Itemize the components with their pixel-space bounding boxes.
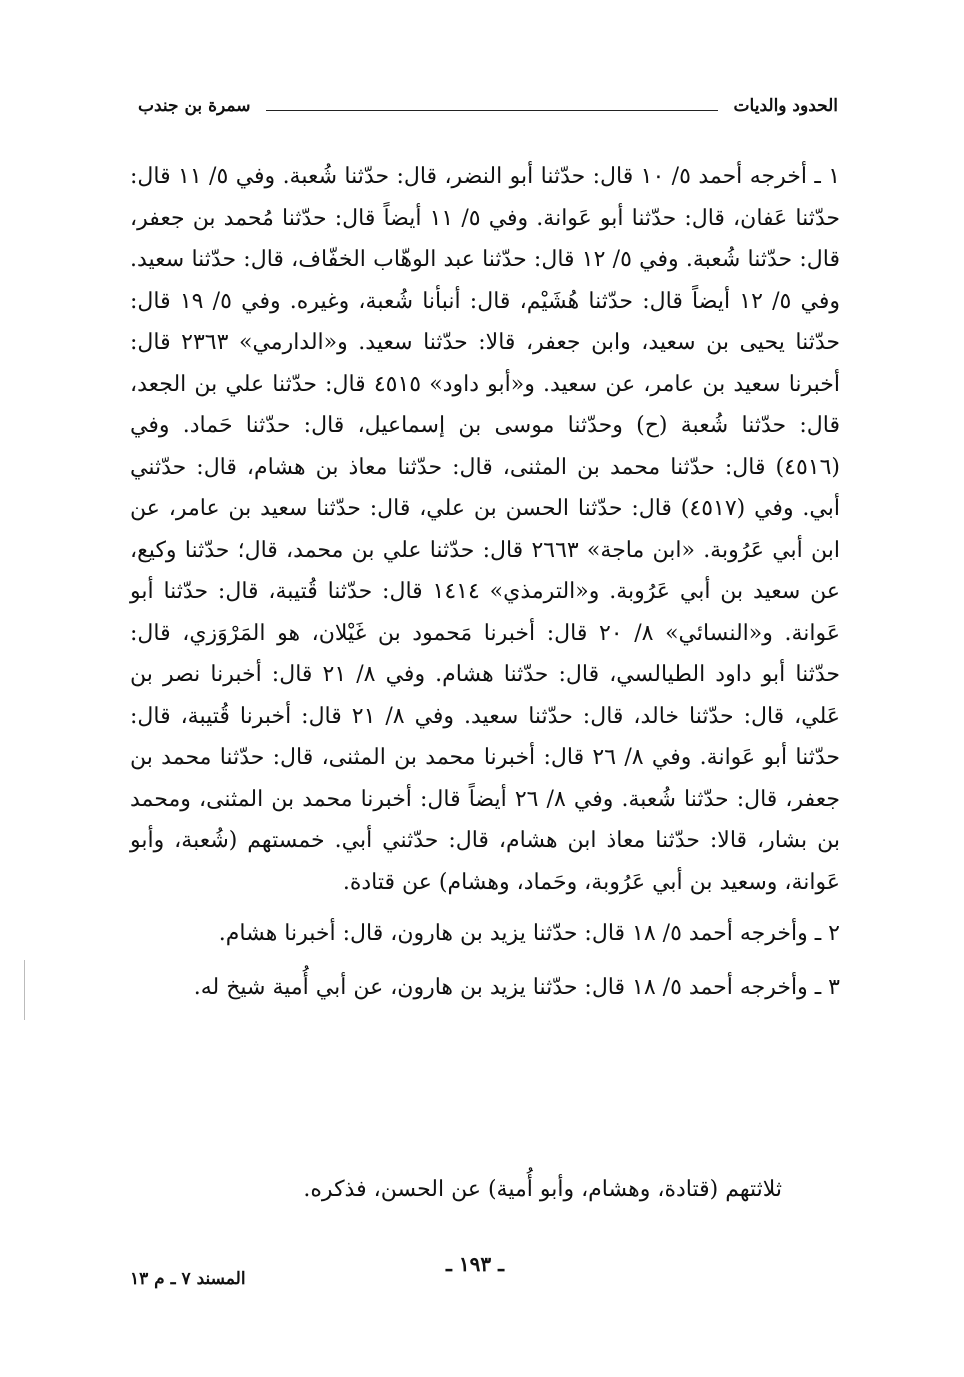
chain-summary: ثلاثتهم (قتادة، وهشام، وأبو أُمية) عن الحسن، فذكره.	[303, 1177, 782, 1202]
footnotes-block	[130, 156, 840, 1020]
footnote-2: ٢ ـ وأخرجه أحمد ٥/ ١٨ قال: حدّثنا يزيد بن هارون، قال: أخبرنا هشام.	[218, 921, 840, 946]
running-header	[138, 96, 838, 126]
page-number: ـ ١٩٣ ـ	[446, 1252, 504, 1276]
header-narrator-name: سمرة بن جندب	[138, 96, 251, 116]
scan-margin-line	[24, 960, 25, 1020]
footnote-1: ١ ـ أخرجه أحمد ٥/ ١٠ قال: حدّثنا أبو النضر، قال: حدّثنا شُعبة. وفي ٥/ ١١ قال: حدّثنا عَفان، قال: حدّثنا أبو عَوانة. وفي ٥/ ١١ أيضاً قال: حدّثنا مُحمد بن جعفر، قال: حدّثنا شُعبة. وفي ٥/ ١٢ قال: حدّثنا عبد الوهّاب الخفّاف، قال: حدّثنا سعيد. وفي ٥/ ١٢ أيضاً قال: حدّثنا هُشَيْم، قال: أنبأنا شُعبة، وغيره. وفي ٥/ ١٩ قال: حدّثنا يحيى بن سعيد، وابن جعفر، قالا: حدّثنا سعيد. و«الدارمي» ٢٣٦٣ قال: أخبرنا سعيد بن عامر، عن سعيد. و«أبو داود» ٤٥١٥ قال: حدّثنا علي بن الجعد، قال: حدّثنا شُعبة (ح) وحدّثنا موسى بن إسماعيل، قال: حدّثنا حَماد. وفي (٤٥١٦) قال: حدّثنا محمد بن المثنى، قال: حدّثنا معاذ بن هشام، قال: حدّثني أبي. وفي (٤٥١٧) قال: حدّثنا الحسن بن علي، قال: حدّثنا سعيد بن عامر، عن ابن أبي عَرُوبة. «ابن ماجة» ٢٦٦٣ قال: حدّثنا علي بن محمد، قال؛ حدّثنا وكيع، عن سعيد بن أبي عَرُوبة. و«الترمذي» ١٤١٤ قال: حدّثنا قُتيبة، قال: حدّثنا أبو عَوانة. و«النسائي» ٨/ ٢٠ قال: أخبرنا مَحمود بن غَيْلان، هو المَرْوَزي، قال: حدّثنا أبو داود الطيالسي، قال: حدّثنا هشام. وفي ٨/ ٢١ قال: أخبرنا نصر بن عَلي، قال: حدّثنا خالد، قال: حدّثنا سعيد. وفي ٨/ ٢١ قال: أخبرنا قُتيبة، قال: حدّثنا أبو عَوانة. وفي ٨/ ٢٦ قال: أخبرنا محمد بن المثنى، قال: حدّثنا محمد بن جعفر، قال: حدّثنا شُعبة. وفي ٨/ ٢٦ أيضاً قال: أخبرنا محمد بن المثنى، ومحمد بن بشار، قالا: حدّثنا معاذ ابن هشام، قال: حدّثني أبي. خمستهم (شُعبة، وأبو عَوانة، وسعيد بن أبي عَرُوبة، وحَماد، وهشام) عن قتادة.	[130, 164, 841, 895]
header-rule	[266, 110, 718, 111]
footnote-3: ٣ ـ وأخرجه أحمد ٥/ ١٨ قال: حدّثنا يزيد بن هارون، عن أبي أُمية شيخ له.	[193, 974, 840, 1000]
volume-mark: المسند ٧ ـ م ١٣	[130, 1269, 246, 1289]
header-section-title: الحدود والديات	[733, 96, 838, 116]
